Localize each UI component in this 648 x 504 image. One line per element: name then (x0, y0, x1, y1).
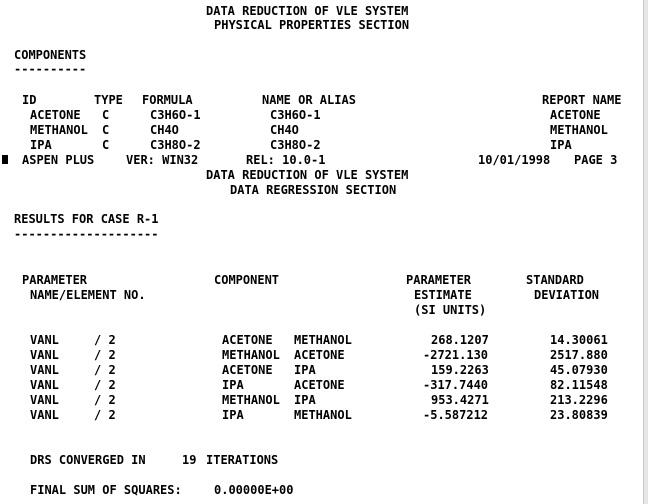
col-id: ID (22, 93, 37, 107)
result-comp1: IPA (222, 378, 244, 392)
component-alias: C3H6O-1 (270, 108, 321, 122)
col-component: COMPONENT (214, 273, 280, 287)
col-parameter: PARAMETER (22, 273, 88, 287)
result-element: / 2 (94, 333, 116, 347)
component-type: C (102, 108, 110, 122)
result-comp2: ACETONE (294, 348, 345, 362)
report-subtitle: PHYSICAL PROPERTIES SECTION (214, 18, 410, 32)
results-heading: RESULTS FOR CASE R-1 (14, 212, 159, 226)
col-parameter-estimate: PARAMETER (406, 273, 472, 287)
components-underline: ---------- (14, 62, 87, 76)
result-comp1: METHANOL (222, 393, 280, 407)
sum-squares-value: 0.00000E+00 (214, 483, 294, 497)
result-name: VANL (30, 408, 59, 422)
component-type: C (102, 138, 110, 152)
result-element: / 2 (94, 378, 116, 392)
results-underline: -------------------- (14, 227, 159, 241)
result-name: VANL (30, 333, 59, 347)
result-stddev: 45.07930 (550, 363, 608, 377)
section-subtitle: DATA REGRESSION SECTION (230, 183, 397, 197)
result-name: VANL (30, 393, 59, 407)
result-stddev: 82.11548 (550, 378, 608, 392)
col-si-units: (SI UNITS) (414, 303, 487, 317)
component-formula: C3H6O-1 (150, 108, 201, 122)
result-stddev: 213.2296 (550, 393, 608, 407)
vertical-scrollbar[interactable] (643, 0, 648, 504)
col-estimate: ESTIMATE (414, 288, 472, 302)
result-stddev: 14.30061 (550, 333, 608, 347)
result-element: / 2 (94, 393, 116, 407)
result-comp2: ACETONE (294, 378, 345, 392)
converged-iterations: 19 (182, 453, 197, 467)
result-comp1: IPA (222, 408, 244, 422)
result-comp2: METHANOL (294, 408, 352, 422)
result-comp1: METHANOL (222, 348, 280, 362)
col-standard: STANDARD (526, 273, 584, 287)
result-comp1: ACETONE (222, 363, 273, 377)
component-report-name: IPA (550, 138, 572, 152)
col-name-or-alias: NAME OR ALIAS (262, 93, 356, 107)
converged-suffix: ITERATIONS (206, 453, 279, 467)
col-name-element: NAME/ELEMENT NO. (30, 288, 146, 302)
banner-page: PAGE 3 (574, 153, 618, 167)
banner-release: REL: 10.0-1 (246, 153, 326, 167)
component-id: ACETONE (30, 108, 81, 122)
banner-date: 10/01/1998 (478, 153, 551, 167)
component-report-name: METHANOL (550, 123, 608, 137)
result-estimate: 159.2263 (431, 363, 489, 377)
result-element: / 2 (94, 408, 116, 422)
result-estimate: -317.7440 (423, 378, 489, 392)
section-title: DATA REDUCTION OF VLE SYSTEM (206, 168, 409, 182)
report-title: DATA REDUCTION OF VLE SYSTEM (206, 4, 409, 18)
components-heading: COMPONENTS (14, 48, 87, 62)
result-stddev: 23.80839 (550, 408, 608, 422)
result-comp2: METHANOL (294, 333, 352, 347)
component-type: C (102, 123, 110, 137)
col-type: TYPE (94, 93, 123, 107)
result-estimate: 953.4271 (431, 393, 489, 407)
col-report-name: REPORT NAME (542, 93, 622, 107)
converged-label: DRS CONVERGED IN (30, 453, 146, 467)
result-element: / 2 (94, 348, 116, 362)
result-comp2: IPA (294, 363, 316, 377)
component-formula: CH4O (150, 123, 179, 137)
result-element: / 2 (94, 363, 116, 377)
component-report-name: ACETONE (550, 108, 601, 122)
result-estimate: -5.587212 (423, 408, 489, 422)
result-comp2: IPA (294, 393, 316, 407)
result-stddev: 2517.880 (550, 348, 608, 362)
result-name: VANL (30, 348, 59, 362)
sum-squares-label: FINAL SUM OF SQUARES: (30, 483, 182, 497)
col-formula: FORMULA (142, 93, 193, 107)
result-name: VANL (30, 363, 59, 377)
component-alias: CH4O (270, 123, 299, 137)
banner-program: ASPEN PLUS (22, 153, 95, 167)
result-estimate: -2721.130 (423, 348, 489, 362)
component-id: IPA (30, 138, 52, 152)
component-alias: C3H8O-2 (270, 138, 321, 152)
component-formula: C3H8O-2 (150, 138, 201, 152)
page-break-marker (2, 155, 8, 164)
component-id: METHANOL (30, 123, 88, 137)
result-name: VANL (30, 378, 59, 392)
banner-version: VER: WIN32 (126, 153, 199, 167)
result-estimate: 268.1207 (431, 333, 489, 347)
result-comp1: ACETONE (222, 333, 273, 347)
col-deviation: DEVIATION (534, 288, 600, 302)
